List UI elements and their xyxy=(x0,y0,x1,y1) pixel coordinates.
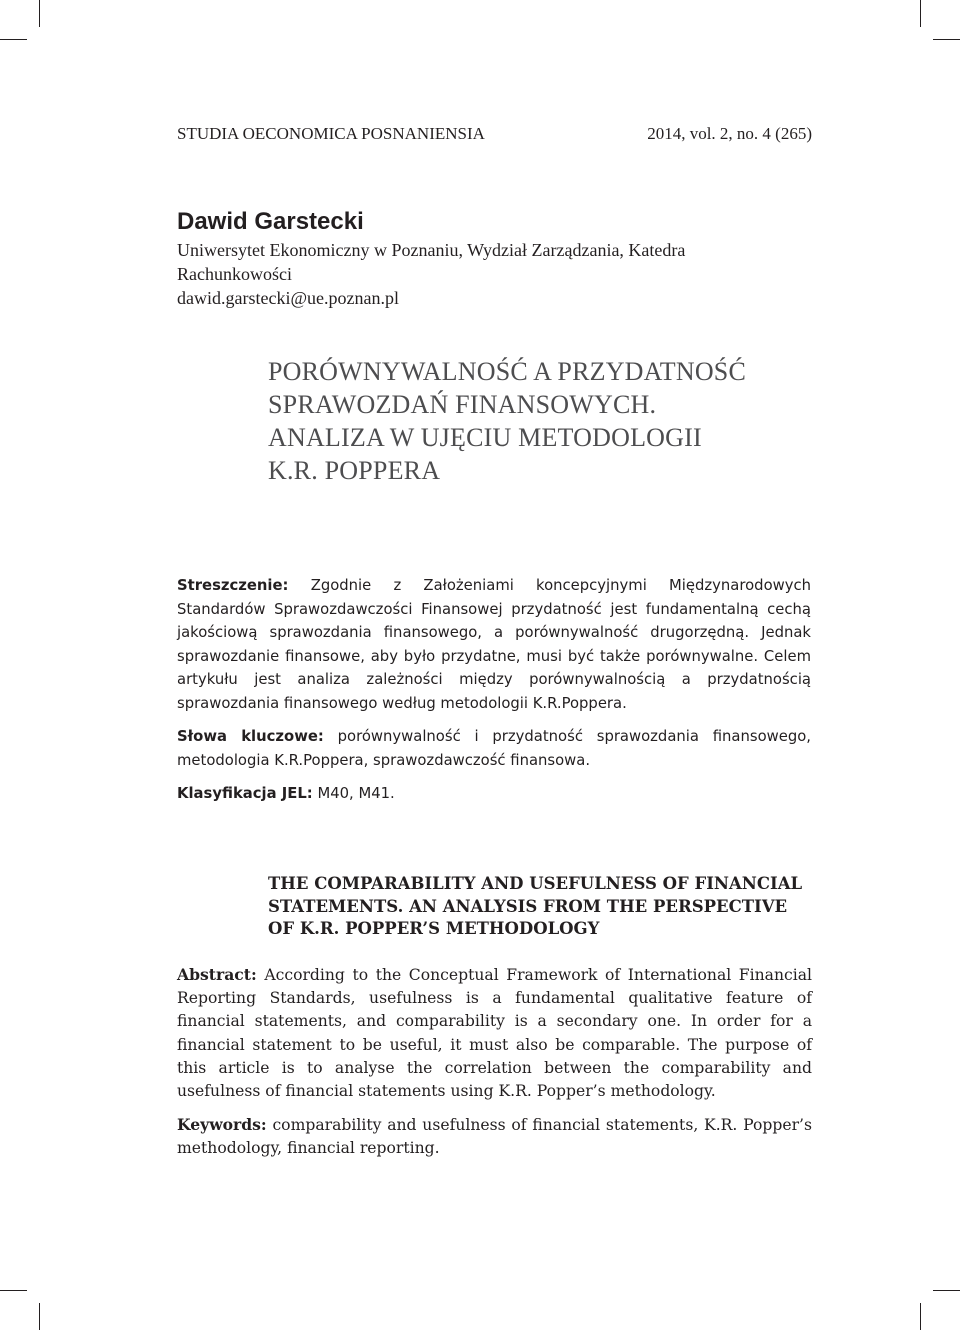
keywords-english-text: comparability and usefulness of financial statements, K.R. Popper’s methodology, financial reporting. xyxy=(177,1116,812,1158)
abstract-polish-label: Streszczenie: xyxy=(177,577,289,594)
crop-mark-top-left-horizontal xyxy=(0,39,27,40)
title-polish-line: K.R. POPPERA xyxy=(268,456,441,485)
issue-info: 2014, vol. 2, no. 4 (265) xyxy=(647,124,812,143)
title-english xyxy=(268,873,828,941)
crop-mark-top-left-vertical xyxy=(39,0,40,27)
title-english-line: THE COMPARABILITY AND USEFULNESS OF FINANCIAL xyxy=(268,874,803,893)
abstract-english-label: Abstract: xyxy=(177,965,257,984)
jel-label: Klasyfikacja JEL: xyxy=(177,785,313,802)
crop-mark-top-right-horizontal xyxy=(933,39,960,40)
crop-mark-bottom-right-horizontal xyxy=(933,1290,960,1291)
abstract-english xyxy=(177,963,812,1171)
title-polish-line: SPRAWOZDAŃ FINANSOWYCH. xyxy=(268,390,657,419)
keywords-polish-text: porównywalność i przydatność sprawozdania finansowego, metodologia K.R.Poppera, sprawozdawczość finansowa. xyxy=(177,728,811,769)
author-affiliation: Uniwersytet Ekonomiczny w Poznaniu, Wydział Zarządzania, Katedra Rachunkowości xyxy=(177,240,686,284)
author-email[interactable]: dawid.garstecki@ue.poznan.pl xyxy=(177,288,400,308)
crop-mark-top-right-vertical xyxy=(920,0,921,27)
author-name: Dawid Garstecki xyxy=(177,208,364,235)
keywords-english-label: Keywords: xyxy=(177,1115,267,1135)
keywords-english-paragraph xyxy=(177,1113,812,1160)
jel-paragraph xyxy=(177,782,811,806)
title-polish-line: ANALIZA W UJĘCIU METODOLOGII xyxy=(268,423,702,452)
title-polish-line: PORÓWNYWALNOŚĆ A PRZYDATNOŚĆ xyxy=(268,357,746,386)
keywords-polish-paragraph xyxy=(177,725,811,772)
abstract-polish-paragraph xyxy=(177,574,811,715)
keywords-polish-label: Słowa kluczowe: xyxy=(177,728,324,745)
crop-mark-bottom-left-horizontal xyxy=(0,1290,27,1291)
abstract-polish xyxy=(177,574,811,816)
journal-name: STUDIA OECONOMICA POSNANIENSIA xyxy=(177,124,485,143)
crop-mark-bottom-left-vertical xyxy=(39,1303,40,1330)
abstract-english-text: According to the Conceptual Framework of International Financial Reporting Standards, usefulness is a fundamental qualitative feature of financial statements, and comparability is a secondary one. In order for a financial statement to be useful, it must also be comparable. The purpose of this article is to analyse the correlation between the comparability and usefulness of financial statements using K.R. Popper’s methodology. xyxy=(177,966,812,1101)
jel-codes: M40, M41. xyxy=(317,785,395,802)
crop-mark-bottom-right-vertical xyxy=(920,1303,921,1330)
title-polish xyxy=(268,355,828,487)
abstract-polish-text: Zgodnie z Założeniami koncepcyjnymi Międzynarodowych Standardów Sprawozdawczości Finansowej przydatność jest fundamentalną cechą jakościową sprawozdania finansowego, a porównywalność drugorzędną. Jednak sprawozdanie finansowe, aby było przydatne, musi być także porównywalne. Celem artykułu jest analiza zależności między porównywalnością a przydatnością sprawozdania finansowego według metodologii K.R.Poppera. xyxy=(177,577,811,712)
title-english-line: STATEMENTS. AN ANALYSIS FROM THE PERSPECTIVE xyxy=(268,896,788,916)
title-english-line: OF K.R. POPPER’S METHODOLOGY xyxy=(268,919,600,938)
abstract-english-paragraph xyxy=(177,963,812,1103)
running-header xyxy=(177,124,812,144)
